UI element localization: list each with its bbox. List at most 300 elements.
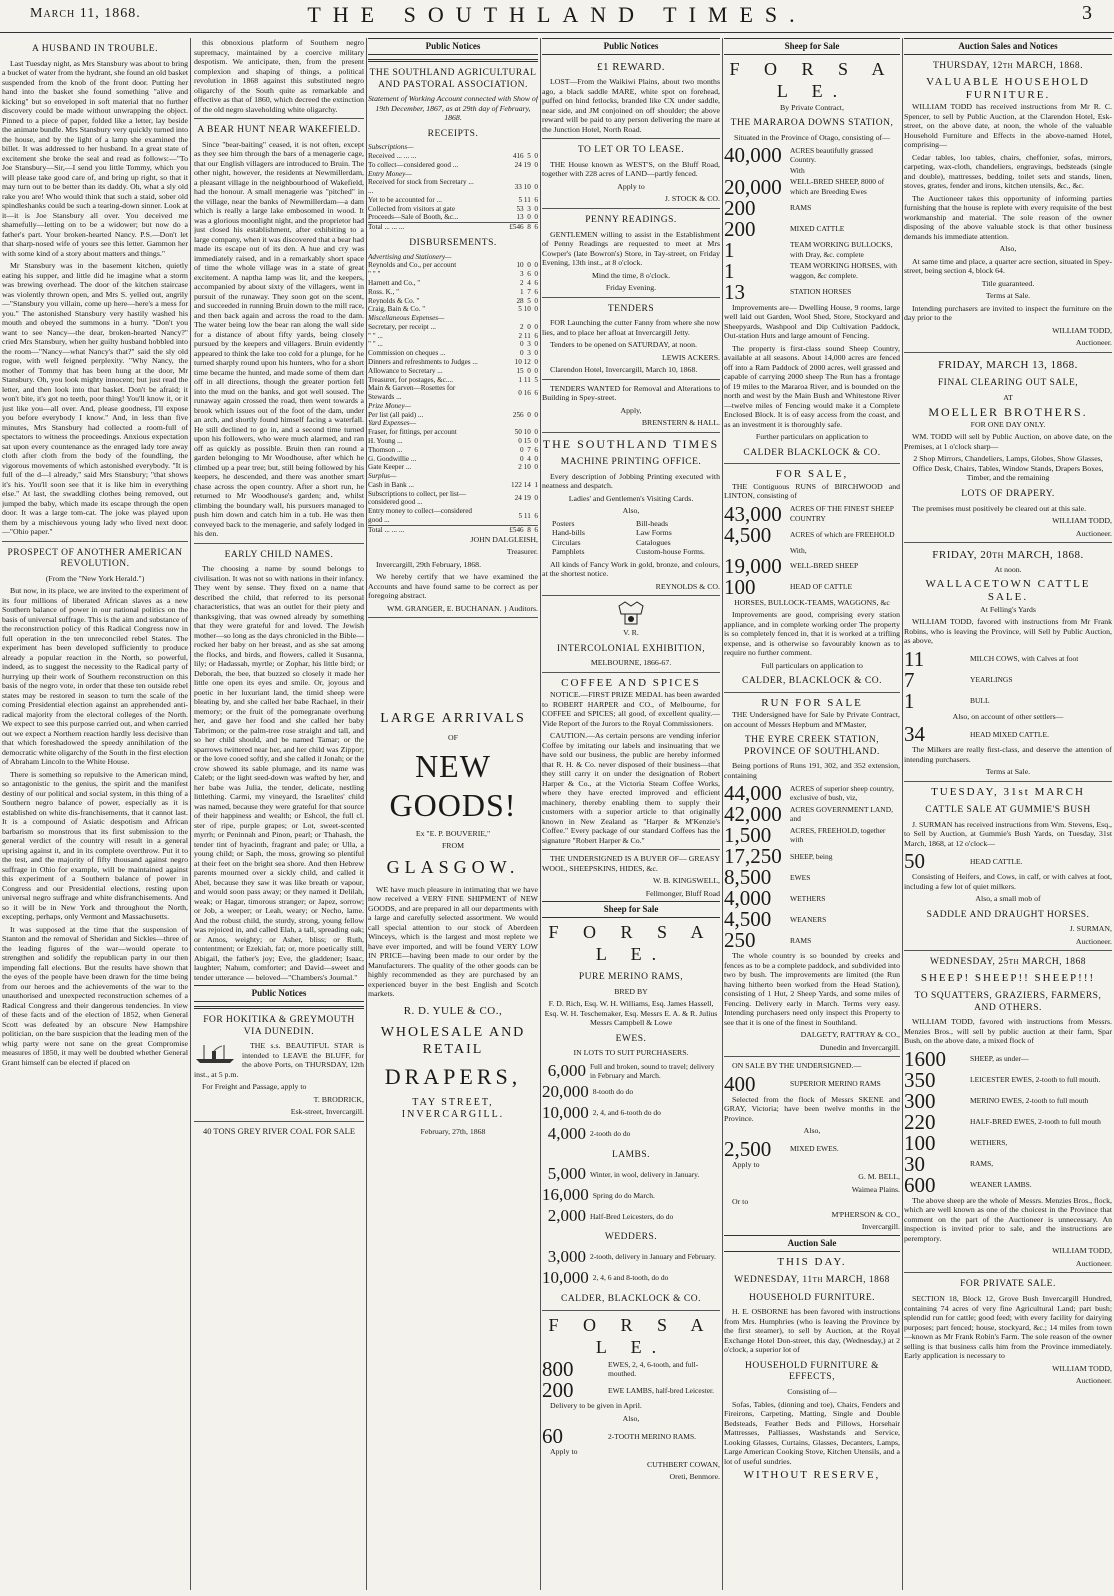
account-row (368, 411, 538, 420)
account-amount: 0 7 6 (520, 445, 538, 454)
stock-quantity: 6,000 (547, 1060, 586, 1080)
ad-body: CAUTION.—As certain persons are vending inferior Coffee by imitating our labels and insinuating that we have sold our business, the public are hereby informed that R. H. & Co. never disposed of their business—that they still carry it on under the designation of Robert Harper & Co., at the Victoria Steam Coffee Works, where they have erected improved and efficient machinery, thereby enabling them to supply their customers with a superior article to that originally known in New Zealand as "Harper & M'Kenzie's Coffee." Every package of our standard Coffees has the signature "Robert Harper & Co." (542, 731, 720, 845)
ad-body: The Auctioneer takes this opportunity of informing parties furnishing that the house is replete with every requisite of the best workmanship and material. The sole reason of the owner disposing of the above valuable stock is that other business demands his immediate attention. (904, 193, 1112, 241)
ad-headline: GLASGOW. (386, 856, 520, 877)
account-amount: 2 10 0 (518, 463, 538, 472)
stock-description: Spring do do March. (592, 1190, 655, 1200)
ad-address: Invercargill. (861, 1222, 900, 1232)
stock-row (724, 216, 900, 241)
account-item: To collect—considered good ... (368, 160, 459, 169)
stock-description: RAMS, (970, 1159, 994, 1169)
lambs-list (542, 1164, 720, 1226)
account-row (368, 376, 538, 385)
ad-body: H. E. OSBORNE has been favored with instructions from Mrs. Humphries (who is leaving the Province by the first steamer), to sell by Auction, at the Royal Exchange Hotel Don-street, this day, (Wednesday,) at 2 o'clock, a superior lot of (724, 1307, 900, 1355)
ad-body: Also, (622, 506, 640, 516)
stock-description: HEAD MIXED CATTLE. (970, 729, 1049, 739)
account-amount: £546 8 6 (480, 525, 538, 534)
divider (542, 379, 720, 380)
ad-text: At noon. (994, 565, 1022, 575)
column-rule (722, 38, 723, 1590)
stock-quantity: 1 (724, 237, 735, 262)
ad-signature: JOHN DALGLEISH, (470, 534, 538, 544)
account-item: Ross. K., " (368, 287, 400, 296)
stock-quantity: 1,500 (724, 823, 772, 848)
ad-body: Also, a small mob of (975, 894, 1041, 904)
account-row (368, 472, 538, 481)
account-item: Entry Money— (368, 169, 412, 178)
account-amount: 1 7 6 (520, 287, 538, 296)
ad-signature: M'PHERSON & CO., (831, 1209, 900, 1219)
stock-list (724, 143, 900, 304)
ad-signature: WILLIAM TODD, (1052, 516, 1112, 526)
divider (194, 1006, 364, 1009)
ad-firm: R. D. YULE & CO., (403, 1004, 503, 1017)
divider (542, 432, 720, 433)
account-amount (480, 143, 538, 152)
stock-list (724, 781, 900, 953)
stock-row (724, 907, 900, 932)
divider (542, 297, 720, 298)
column-1 (2, 38, 188, 1590)
ad-headline: LARGE ARRIVALS (380, 711, 526, 727)
divider (904, 950, 1112, 951)
ad-text: BRED BY (614, 986, 648, 996)
article-paragraph: Mr Stansbury was in the basement kitchen, quietly eating his supper, and little did he imagine what a storm was brewing overhead. The door of the kitchen staircase was violently thrown open, and Mrs S. yelled out, angrily—"Stansbury you villain, come up here—here's a mess for you." The astonished Stansbury very hastily washed his mouth and obeyed the summons in a hurry. "Don't you want to see Nancy—the dear, broken-hearted Nancy?" cried Mrs Stansbury, when her guilty husband hobbled into the room—"Nancy—what Nancy's that?" said the sly old rogue, with well feigned perplexity. "Why Nancy, the mother of Tommy that has been hung at the door, Mr Stansbury. Oh, you look mighty innocent; but just read the letter, and then look into that basket. Don't be afraid; it won't bite, it's got no teeth, poor thing! You'll know it, or it just like you—all over. And, please goodness, I'll expose you before everybody I know." And, in less than five minutes, Mrs Stansbury had collected a room-full of spectators to witness the proceedings. Anxious expectation sat upon every countenance as the enraged lady tore away cloth after cloth from the body of the foundling, the vigorous movements of which astonished everybody. "It is full of the d—l already," said Mrs Stansbury; "that shows it's his. You'll soon see that it is like him in everything else." At last, the swaddling clothes being removed, out jumped the baby, which made its escape through the open door. It was a large tom-cat. The joke was played upon them by a mischievous young lady who lived next door.—"Ohio paper." (2, 261, 188, 537)
ad-address: Esk-street, Invercargill. (290, 1107, 364, 1117)
ad-signature: DALGETY, RATTRAY & CO., (800, 1030, 900, 1040)
stock-row (542, 1357, 720, 1382)
account-row (368, 446, 538, 455)
stock-description: TEAM WORKING HORSES, with waggon, &c complete. (790, 261, 897, 280)
column-rule (902, 38, 903, 1590)
ad-body: All kinds of Fancy Work in gold, bronze, and colours, at the shortest notice. (542, 559, 720, 579)
stock-quantity: 50 (904, 849, 925, 874)
stock-description: MILCH COWS, with Calves at foot (970, 654, 1079, 664)
ad-headline: THIS DAY. (777, 1255, 847, 1268)
stock-row (724, 781, 900, 806)
page-mark: 3 (1082, 2, 1092, 24)
account-item: Harnett and Co., " (368, 278, 421, 287)
ad-headline: THE SOUTHLAND TIMES (542, 436, 720, 451)
ad-body: SECTION 18, Block 12, Grove Bush Invercargill Hundred, containing 74 acres of very fine Agricultural Land; part bush; splendid run for cattle; good feed; with every facility for dairying purposes; part fenced; house, stockyard, &c.; 14 miles from town—known as Mr Frank Robin's Farm. The sole reason of the owner selling is that business calls him from the Province immediately. Early application is necessary to (904, 1294, 1112, 1361)
ad-body: F. D. Rich, Esq. W. H. Williams, Esq. James Hassell, Esq. W. H. Teschemaker, Esq. Messrs E. A. & R. Julius Messrs Campbell & Lowe (544, 999, 718, 1028)
ad-body: Sofas, Tables, (dinning and toe), Chairs, Fenders and Fireirons, Carpeting, Matting, Single and Double Bedsteads, Feather Beds and Pillows, Horsehair Mattresses, Palliasses, Washstands and Service, Looking Glasses, Curtains, Glasses, Decanters, Lamps, Large American Cooking Stove, Kitchen Utensils, and a lot of useful sundries. (724, 1399, 900, 1466)
stock-row (904, 722, 1112, 747)
stock-quantity: 1600 (904, 1046, 946, 1071)
stock-description: WELL-BRED SHEEP (790, 561, 859, 571)
account-item: Reynolds & Co. " (368, 296, 420, 305)
account-row (368, 178, 538, 196)
ad-signature: CALDER, BLACKLOCK & CO. (560, 1293, 702, 1304)
account-item: Commission on cheques ... (368, 349, 446, 358)
stock-quantity: 43,000 (724, 501, 782, 526)
ad-headline: RUN FOR SALE (761, 696, 863, 709)
ad-headline: NEW GOODS! (389, 747, 517, 823)
ad-body: Selected from the flock of Messrs SKENE and GRAY, Victoria; have been twelve months in the Province. (724, 1094, 900, 1123)
account-row (368, 323, 538, 332)
account-amount: 10 12 0 (514, 357, 538, 366)
article-headline: PROSPECT OF ANOTHER AMERICAN REVOLUTION. (7, 547, 183, 570)
stock-description: LEICESTER EWES, 2-tooth to full mouth. (970, 1075, 1101, 1085)
stock-list (542, 1357, 720, 1403)
print-item: Custom-house Forms. (636, 547, 705, 557)
stock-description: With, (790, 545, 807, 555)
ad-body: Further particulars on application to (755, 432, 869, 442)
stock-row (542, 1082, 720, 1102)
ad-headline: 40 TONS GREY RIVER COAL FOR SALE (202, 1125, 356, 1136)
ad-signature: T. BRODRICK, (313, 1094, 364, 1104)
ad-body: Also, (803, 1126, 821, 1136)
stock-quantity: 100 (904, 1130, 936, 1155)
account-amount: 2 0 0 (520, 322, 538, 331)
ad-body: ON SALE BY THE UNDERSIGNED.— (732, 1061, 862, 1071)
column-rule (540, 38, 541, 1590)
ad-headline: WALLACETOWN CATTLE SALE. (925, 577, 1091, 604)
ad-body: Apply, (620, 405, 642, 415)
account-item: Fraser, for fittings, per account (368, 428, 457, 437)
stock-row (724, 143, 900, 168)
account-item: Prize Money— (368, 401, 411, 410)
stock-quantity: 30 (904, 1151, 925, 1176)
ad-headline: LOTS OF DRAPERY. (961, 488, 1055, 499)
account-row (368, 161, 538, 170)
account-row (368, 305, 538, 314)
ad-body: Apply to (732, 1159, 760, 1169)
ad-headline: THE EYRE CREEK STATION, PROVINCE OF SOUTHLAND. (744, 735, 880, 757)
account-item: Subscriptions— (368, 143, 414, 152)
stock-quantity: 2,500 (724, 1136, 772, 1161)
ad-signature: Auctioneer. (1075, 1258, 1112, 1268)
divider (368, 617, 538, 618)
account-amount: 13 0 0 (516, 213, 538, 222)
stock-description: EWES (790, 872, 811, 882)
print-item: Law Forms (636, 528, 672, 538)
divider (904, 781, 1112, 782)
ad-signature: CALDER BLACKLOCK & CO. (743, 447, 881, 458)
stock-description: 2, 4, and 6-tooth do do (592, 1108, 661, 1118)
stock-row (724, 258, 900, 283)
account-amount: 416 5 0 (512, 151, 538, 160)
account-item: Total ... ... ... (368, 525, 480, 534)
ad-headline: F O R S A L E. (729, 58, 895, 101)
section-header: Sheep for Sale (724, 38, 900, 55)
ad-headline: SHEEP! SHEEP!! SHEEP!!! (920, 971, 1096, 984)
account-item: Allowance to Secretary ... (368, 366, 443, 375)
ad-headline: F O R S A L E. (548, 1314, 714, 1357)
section-header: Auction Sale (724, 1235, 900, 1252)
ad-text: OF (448, 733, 458, 743)
ad-signature: CALDER, BLACKLOCK & CO. (741, 676, 883, 687)
stock-description: BULL (970, 696, 990, 706)
ad-headline: WHOLESALE AND RETAIL (380, 1025, 526, 1058)
ad-subtitle: MELBOURNE, 1866-67. (590, 658, 672, 668)
account-amount: 15 0 0 (516, 366, 538, 375)
stock-description: With (790, 166, 805, 176)
account-row (368, 507, 538, 525)
account-row (368, 340, 538, 349)
ad-body: FOR Launching the cutter Fanny from where she now lies, and to place her afloat at Invercargill Jetty. (542, 318, 720, 337)
stock-row (724, 823, 900, 848)
stock-row (542, 1185, 720, 1205)
ad-signature: G. M. BELL, (858, 1172, 900, 1182)
ad-body: Consisting of Heifers, and Cows, in calf, or with calves at foot, including a few lot of quiet milkers. (904, 872, 1112, 891)
ad-address: Dunedin and Invercargill. (819, 1042, 900, 1052)
stock-row (724, 928, 900, 953)
stock-quantity: 4,500 (724, 907, 772, 932)
account-amount (480, 402, 538, 411)
account-item: " " ... (368, 331, 383, 340)
article-headline: EARLY CHILD NAMES. (224, 549, 334, 560)
stock-quantity: 600 (904, 1172, 936, 1197)
ad-text: AT (1003, 392, 1013, 402)
divider (724, 692, 900, 693)
account-item: Collected from visitors at gate (368, 204, 456, 213)
account-item: Reynolds and Co., per account (368, 261, 457, 270)
account-row (368, 402, 538, 411)
article-paragraph: The choosing a name by sound belongs to civilisation. It was not so with nations in their infancy. They went by sense. They fixed on a name that described the child, that referred to its personal characteristics, that was an outlet for their piety and thanksgiving, that was owned already by something that they were grateful for and loved. The Jewish mother—so long as the days chronicled in the Bible—rocked her baby on her breast, and as she sat among the flocks, and birds, and flowers, called it Susanna, lily; or Hadassah, myrtle; or Zophar, his little bird; or Deborah, the bee, that buzzed so closely it made her little one open its eyes and smile. Or, joyous and poetic in her luxuriant land, the timid sheep were bleating by, and she called her babe Rachael, in their memory; or the fruit of the pomegranate overhung her, and gave her food and she called her baby Tabrimon; or the palm-tree rose straight and tall, and so her child should, and be named Tamar; or the sparrows twittered near her, and her child was Zippor; or the love cooed softly, and she called it Jonah; or the crow showed its sable plumage, and its name was Caleb; or the light seed-down was wafted by her, and her babe was Julia, the tender, delicate, nestling littlething. Carmi, my vineyard, the Israelites' child was named, because they were grateful for that source of their happiness and wealth; or Eshcol, the full cl. ster of ripe, purple grapes; or Lot, sweet-scented myrrh; or Peninnah and Pinon, pearl; or Thahash, the tender tint of hyacinth, fragrant and pale; or Ulla, a young child; or Saph, the moss, growing so plentiful at their feet on the bright sea shore. And then Hebrew parents mourned over a sickly child, and called it Abel, because they saw it was like breath or vapour, and would soon pass away; or they named it Delilah, weak; or Hagar, timorous stranger; or Japez, sorrow; or Job, a weeper; or Leah, weary; or Necho, lame. And the robust child, the sturdy, strong, young fellow was rejoiced in, and called Elah, a tall, spreading oak; or Amos, weighty; or Asher, bliss; or Ruth, contentment; or Ezekiah, fat; or, more poetically still, Abigail, the father's joy; Eve, the gladdener; Isaac, laughter; Nahum, comforter; and David—sweet and tender utterance — beloved—"Chambers's Journal." (194, 564, 364, 982)
divider (368, 59, 538, 62)
account-amount: 0 16 6 (518, 388, 538, 397)
account-item: " " ... (368, 340, 383, 349)
print-item: Posters (552, 518, 575, 528)
account-amount (480, 170, 538, 179)
article-paragraph: Last Tuesday night, as Mrs Stansbury was about to bring a bucket of water from the hydrant, she found an old basket suspended from the knob of the front door. Putting her hand into the basket she found something "alive and kicking" but so enveloped in soft material that no further discovery could be made without unwrapping the object. Pinned to a piece of paper, folded like a letter, lay beside the animate bundle. Mrs Stansbury very quickly turned into the house, and by the light of a lamp she examined the billet. It was addressed to her husband. In a great state of excitement she broke the seal and read as follows:—"To Joe Stansbury—Sir,—I send you little Tommy, which you will please take good care of, and bring up right, so that it may turn out to be better than its daddy. Oh, what a sly old rake you are! Who would think that such a staid, sober old spindleshanks could be such a tearing-down sinner. Look at it—it is Joe Stansbury all over. You deceived me shamefully—letting on to be a widower; but now do a father's part. Your broken-hearted Nancy. P.S.—Don't let that sharp-nosed wife of yours see this letter. Gammon her with some kind of a story about matters and things." (2, 58, 188, 258)
stock-description: MIXED EWES. (790, 1144, 839, 1154)
column-5 (724, 38, 900, 1590)
divider (2, 541, 188, 542)
ad-body: Situated in the Province of Otago, consisting of— (734, 132, 890, 142)
account-item: Cash in Bank ... (368, 480, 414, 489)
stock-row (542, 1268, 720, 1288)
stock-row (904, 688, 1112, 713)
account-amount (480, 419, 538, 428)
account-item: H. Young ... (368, 437, 403, 445)
stock-description: MIXED CATTLE (790, 224, 845, 234)
account-amount: 0 3 0 (520, 349, 538, 358)
ad-headline: CATTLE SALE AT GUMMIE'S BUSH (925, 805, 1091, 816)
account-row (368, 428, 538, 437)
ewes-list (542, 1061, 720, 1144)
stock-quantity: 200 (542, 1378, 574, 1403)
stock-row (904, 1130, 1112, 1155)
ad-body: Terms at Sale. (985, 291, 1031, 301)
print-item: Catalogues (636, 537, 671, 547)
account-row (368, 481, 538, 490)
ad-body: Every description of Jobbing Printing executed with neatness and despatch. (542, 471, 720, 491)
account-row (368, 288, 538, 297)
account-item: G. Goodwillie ... (368, 454, 417, 463)
stock-row (542, 1424, 720, 1449)
ad-signature: WILLIAM TODD, (1052, 1363, 1112, 1373)
ad-body: The whole country is so bounded by creeks and fences as to be a complete paddock, and subdivided into two by bush. The improvements are limited (the Run having hitherto been worked from the Head Station), consisting of 1 Hut, 2 Sheep Yards, and some miles of Fencing. Delivery early in March. Terms very easy. Intending purchasers need only inspect this Property to see that it is one of the finest in Southland. (724, 951, 900, 1027)
account-item: Main & Garven—Rosettes for Stewards ... (368, 384, 456, 402)
article-paragraph: this obnoxious platform of Southern negro supremacy, maintained by a coercive military despotism. We anticipate, then, from the present complexion and shaping of things, a political revolution in 1868 against this substituted negro oligarchy of the South quite as remarkable and effective as that of 1860, which decreed the extinction of the old negro slaveholding white oligarchy. (194, 38, 364, 114)
divider (194, 543, 364, 544)
ad-signature: W. B. KINGSWELL, (652, 876, 720, 886)
divider (194, 1121, 364, 1122)
account-amount: 0 3 0 (520, 340, 538, 349)
ad-subtitle: IN LOTS TO SUIT PURCHASERS. (573, 1048, 689, 1058)
stock-description: ACRES of which are FREEHOLD (790, 530, 895, 539)
account-item: Per list (all paid) ... (368, 410, 424, 419)
stock-row (724, 886, 900, 911)
stock-row (904, 1046, 1112, 1071)
account-amount: 10 0 0 (516, 261, 538, 270)
ad-body: THE Undersigned have for Sale by Private Contract, on account of Messrs Hepburn and M'Master, (724, 710, 900, 729)
ad-body: NOTICE.—FIRST PRIZE MEDAL has been awarded to ROBERT HARPER and CO., of Melbourne, for COFFEE and SPICES; all good, of excellent quality.—Vide Report of the Jurors to the Royal Commissioners. (542, 690, 720, 728)
ad-body: J. SURMAN has received instructions from Wm. Stevens, Esq., to Sell by Auction, at Gummie's Bush Yards, on Tuesday, 31st March, 1868, at 12 o'clock— (904, 819, 1112, 848)
table-heading: RECEIPTS. (427, 128, 479, 139)
account-row (368, 367, 538, 376)
ad-text: Ex "E. P. BOUVERIE," (415, 828, 491, 838)
ad-headline: DRAPERS, (384, 1064, 522, 1090)
ad-headline: WEDNESDAY, 11th MARCH, 1868 (734, 1275, 890, 1286)
divider (542, 208, 720, 209)
stock-row (724, 279, 900, 304)
ad-headline: FINAL CLEARING OUT SALE, (937, 378, 1079, 389)
ad-signature: REYNOLDS & CO. (655, 581, 720, 591)
section-header: Public Notices (194, 985, 364, 1002)
stock-quantity: 7 (904, 667, 915, 692)
stock-quantity: 3,000 (547, 1246, 586, 1266)
ad-signature: WM. GRANGER, E. BUCHANAN. } Auditors. (386, 603, 538, 613)
ad-signature: BRENSTERN & HALL. (641, 418, 720, 428)
account-item: Secretary, per receipt ... (368, 322, 436, 331)
stock-row (724, 844, 900, 869)
account-item: Thomson ... (368, 445, 403, 454)
stock-description: Half-Bred Leicesters, do do (590, 1211, 674, 1221)
stock-quantity: 13 (724, 279, 745, 304)
steamship-icon (194, 1043, 238, 1065)
stock-list (904, 646, 1112, 713)
article-headline: A BEAR HUNT NEAR WAKEFIELD. (197, 125, 361, 135)
stock-row (542, 1103, 720, 1123)
ad-body: Improvements are good, comprising every station appliance, and in complete working order The property is so completely fenced in, that it is worked at a trifling expense, and is otherwise so favourably known as to require no further comment. (724, 610, 900, 658)
account-item: Yard Expenses— (368, 419, 416, 428)
stock-description: WEANERS (790, 914, 827, 924)
ad-address: TAY STREET, INVERCARGILL. (401, 1097, 505, 1121)
stock-quantity: 350 (904, 1067, 936, 1092)
disbursements-table (368, 253, 538, 535)
divider (542, 672, 720, 673)
article-paragraph: It was supposed at the time that the suspension of Stanton and the removal of Sheridan and Sickles—three of the leading figures of the war—would operate to strengthen and solidify the republican party in our then impending fall elections. But the results have shown that the eyes of the people have been drawn for the time being from our heroes and the achievements of the war to the unauthorised and unexpected reconstruction schemes of a Radical Congress and their dangerous tendencies. In view of these facts and of the election of 1852, when General Scott was defeated by an obscure New Hampshire politician, on the bare suspicion that the leading men of the whig party were not sane on the great Compromise measures of 1850, it may well be doubted whether General Grant himself can be elected if placed on (2, 924, 188, 1067)
ad-headline: PURE MERINO RAMS, (578, 972, 684, 983)
ad-headline: HOUSEHOLD FURNITURE & EFFECTS, (745, 1360, 879, 1383)
ad-address: Fellmonger, Bluff Road (645, 888, 720, 898)
stock-description: HALF-BRED EWES, 2-tooth to full mouth (970, 1117, 1101, 1127)
divider (724, 463, 900, 464)
account-row (368, 332, 538, 341)
stock-row (724, 522, 900, 547)
ad-body: Also, on account of other settlers— (952, 711, 1064, 721)
stock-quantity: 10,000 (542, 1102, 589, 1122)
account-amount: 3 6 0 (520, 270, 538, 279)
ad-signature: Treasurer. (506, 547, 538, 557)
ad-signature: Auctioneer. (1075, 1376, 1112, 1386)
ad-signature: LEWIS ACKERS. (661, 352, 720, 362)
receipts-table (368, 143, 538, 232)
account-item: Treasurer, for postages, &c.... (368, 375, 454, 384)
ad-headline: HOUSEHOLD FURNITURE. (748, 1292, 876, 1303)
account-row (368, 463, 538, 472)
stock-list (724, 1071, 900, 1096)
ad-body: WE have much pleasure in intimating that we have now received a VERY FINE SHIPMENT of NEW GOODS, and are prepared in all our departments with a large and carefully selected assortment. We would call special attention to our stock of Aberdeen Winceys, which is the largest and most replete we have ever imported, and will be found VERY LOW IN PRICE—having been made to our order by the Manufacturers. The quality of the other goods can be highly recommended as they are purchased by an experienced buyer in the best English and Scotch markets. (368, 884, 538, 999)
stock-description: RAMS (790, 203, 812, 213)
account-row (368, 384, 538, 402)
account-item: Gate Keeper ... (368, 463, 412, 472)
account-row (368, 213, 538, 222)
ad-body: HORSES, BULLOCK-TEAMS, WAGGONS, &c (734, 597, 890, 607)
ad-body: The premises must positively be cleared out at this sale. (912, 503, 1087, 513)
account-amount: 24 19 0 (514, 494, 538, 503)
stock-description: ACRES GOVERNMENT LAND, and (790, 805, 893, 824)
account-item: Surplus— (368, 472, 397, 481)
account-row (368, 143, 538, 152)
ad-signature: J. SURMAN, (1069, 924, 1112, 934)
stock-row (724, 1136, 900, 1161)
ad-headline: FOR PRIVATE SALE. (960, 1279, 1056, 1290)
ad-body: The Milkers are really first-class, and deserve the attention of intending purchasers. (904, 745, 1112, 764)
account-amount: 2 11 6 (518, 331, 538, 340)
divider (542, 138, 720, 139)
column-3 (368, 38, 538, 1590)
ad-body: For Freight and Passage, apply to (202, 1082, 307, 1092)
stock-description: EWE LAMBS, half-bred Leicester. (608, 1385, 715, 1395)
ad-body: Terms at Sale. (985, 767, 1031, 777)
print-item: Bill-heads (636, 518, 669, 528)
ad-headline: THURSDAY, 12th MARCH, 1868. (932, 60, 1084, 71)
article-paragraph: But now, in its place, we are invited to the experiment of its four millions of liberated African slaves as a new Southern balance of power in our national politics on the basis of universal suffrage. This is the aim and substance of the reconstruction policy of this Radical Congress now in full operation in the ten unreconciled rebel States. The experiment has been developed sufficiently to produce already a popular reaction in the North, so powerful, indeed, as to suggest the necessity to the Radical party of hurrying up their work of Southern reconstruction on this basis of the negro vote, in order that these ten outside rebel states may be restored in season to turn the scale of the coming Presidential election against an apprehended anti-radical majority from the electoral colleges of the North. We expect to see this purpose carried out, and when carried out we expect a Northern reaction hardly less decisive than that which foreshadowed the speedy annihilation of the democratic white oligarchy of the South in the first election of Abraham Lincoln to the White House. (2, 586, 188, 767)
divider (904, 1272, 1112, 1273)
stock-description: TEAM WORKING BULLOCKS, with Dray, &c. complete (790, 240, 893, 259)
account-amount: 24 19 0 (514, 160, 538, 169)
stock-quantity: 1 (724, 258, 735, 283)
ad-signature: CUTHBERT COWAN, (646, 1459, 720, 1469)
ad-date: February, 27th, 1868 (420, 1127, 486, 1137)
stock-quantity: 300 (904, 1088, 936, 1113)
ad-headline: VALUABLE HOUSEHOLD FURNITURE. (926, 75, 1090, 101)
ad-body: WILLIAM TODD, favored with instructions from Messrs. Menzies Bros., will sell by public auction at their farm, Spar Bush, on the above date, a mixed flock of (904, 1017, 1112, 1046)
divider (542, 849, 720, 850)
account-row (368, 205, 538, 214)
account-row (368, 314, 538, 323)
stock-quantity: 1 (904, 688, 915, 713)
account-row (368, 437, 538, 446)
ad-subtitle: Statement of Working Account connected with Show of 19th December, 1867, as at 29th day of February, 1868. (368, 94, 538, 123)
stock-quantity: 42,000 (724, 802, 782, 827)
stock-quantity: 5,000 (547, 1164, 586, 1184)
stock-row (724, 553, 900, 578)
ad-body: Improvements are— Dwelling House, 9 rooms, large well laid out Garden, Wool Shed, Store, Stockyard and Sheepyards, Washpool and Dip Cultivation Paddock, Out-station Huts and large amount of Fencing. (724, 302, 900, 341)
account-item: Received for stock from Secretary ... ... (368, 178, 474, 196)
ad-headline: FOR SALE, (775, 468, 849, 481)
account-row (368, 297, 538, 306)
account-row (368, 196, 538, 205)
account-amount (480, 253, 538, 262)
stock-quantity: 20,000 (542, 1081, 589, 1101)
stock-description: 2-TOOTH MERINO RAMS. (608, 1431, 696, 1441)
ad-subtitle: FOR ONE DAY ONLY. (970, 419, 1046, 429)
account-amount: 5 11 6 (518, 511, 538, 520)
ad-body: At same time and place, a quarter acre section, situated in Spey-street, being section 4, block 64. (904, 256, 1112, 276)
account-item: Received ... ... ... (368, 151, 417, 160)
spacer (368, 622, 538, 704)
stock-quantity: 19,000 (724, 553, 782, 578)
stock-quantity: 40,000 (724, 143, 782, 168)
ad-body: Being portions of Runs 191, 302, and 352 extension, containing (724, 761, 900, 780)
stock-quantity: 8,500 (724, 865, 772, 890)
stock-description: STATION HORSES (790, 287, 852, 297)
